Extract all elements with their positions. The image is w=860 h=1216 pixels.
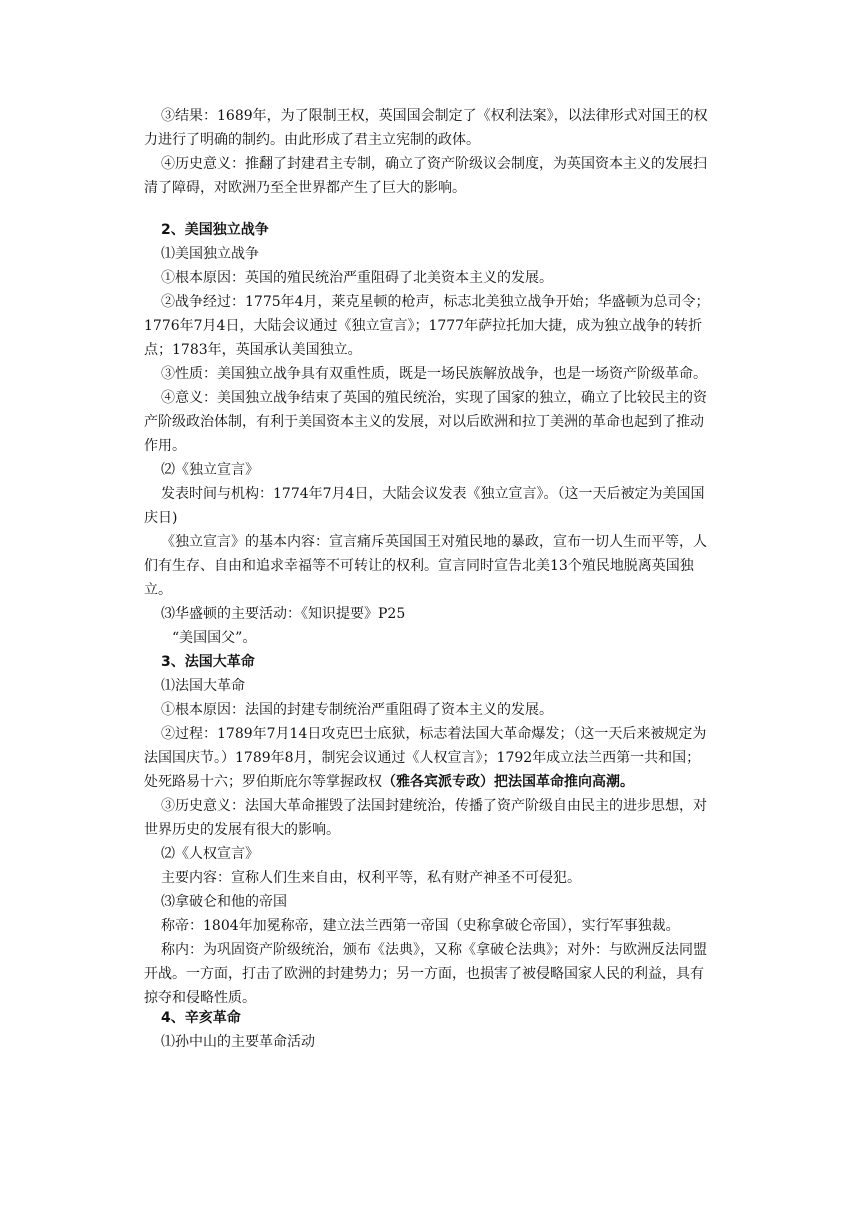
paragraph: 称内：为巩固资产阶级统治，颁布《法典》，又称《拿破仑法典》；对外：与欧洲反法同盟开战。一方面，打击了欧洲的封建势力；另一方面，也损害了被侵略国家人民的利益，具有掠夺和侵略性质。: [144, 942, 707, 1006]
paragraph: ③性质：美国独立战争具有双重性质，既是一场民族解放战争，也是一场资产阶级革命。: [161, 366, 707, 382]
subheading: ⑵《独立宣言》: [161, 462, 259, 478]
subheading: ⑴孙中山的主要革命活动: [161, 1034, 315, 1050]
section-heading: 2、美国独立战争: [161, 222, 269, 238]
subheading: ⑶拿破仑和他的帝国: [161, 894, 287, 910]
paragraph-result: ③结果：1689年，为了限制王权，英国国会制定了《权利法案》，以法律形式对国王的权力进行了明确的制约。由此形成了君主立宪制的政体。: [144, 108, 708, 148]
process-bold-text: （雅各宾派专政）把法国革命推向高潮。: [382, 774, 634, 790]
paragraph: 主要内容：宣称人们生来自由，权利平等，私有财产神圣不可侵犯。: [161, 870, 581, 886]
subheading: ⑵《人权宣言》: [161, 846, 259, 862]
paragraph: ②战争经过：1775年4月，莱克星顿的枪声，标志北美独立战争开始；华盛顿为总司令；1776年7月4日，大陆会议通过《独立宣言》；1777年萨拉托加大捷，成为独立战争的转折点；1783年，英国承认美国独立。: [144, 294, 710, 358]
subheading: ⑶华盛顿的主要活动：《知识提要》P25: [161, 606, 406, 622]
paragraph: ③历史意义：法国大革命摧毁了法国封建统治，传播了资产阶级自由民主的进步思想，对世界历史的发展有很大的影响。: [144, 798, 707, 838]
paragraph: 称帝：1804年加冕称帝，建立法兰西第一帝国（史称拿破仑帝国），实行军事独裁。: [161, 918, 680, 934]
paragraph: 《独立宣言》的基本内容：宣言痛斥英国国王对殖民地的暴政，宣布一切人生而平等，人们有生存、自由和追求幸福等不可转让的权利。宣言同时宣告北美13个殖民地脱离英国独立。: [144, 534, 707, 598]
paragraph: “美国国父”。: [172, 630, 257, 646]
process-text: ②过程：1789年7月14日攻克巴士底狱，标志着法国大革命爆发；（这一天后来被规定为法国国庆节。）1789年8月，制宪会议通过《人权宣言》；1792年成立法兰西第一共和国；处死路易十六；罗伯斯庇尔等掌握政权: [144, 726, 707, 790]
subheading: ⑴美国独立战争: [161, 246, 259, 262]
subheading: ⑴法国大革命: [161, 678, 245, 694]
paragraph: ①根本原因：英国的殖民统治严重阻碍了北美资本主义的发展。: [161, 270, 553, 286]
paragraph: 发表时间与机构：1774年7月4日，大陆会议发表《独立宣言》。（这一天后被定为美国国庆日): [144, 486, 705, 526]
section-heading: 3、法国大革命: [161, 654, 255, 670]
section-english-revolution-tail: [144, 104, 712, 200]
paragraph: ①根本原因：法国的封建专制统治严重阻碍了资本主义的发展。: [161, 702, 553, 718]
section-french-revolution: [144, 650, 712, 1010]
paragraph-process: [144, 722, 712, 794]
section-american-war: [144, 218, 712, 650]
paragraph: ④意义：美国独立战争结束了英国的殖民统治，实现了国家的独立，确立了比较民主的资产阶级政治体制，有利于美国资本主义的发展，对以后欧洲和拉丁美洲的革命也起到了推动作用。: [144, 390, 707, 454]
paragraph-significance: ④历史意义：推翻了封建君主专制，确立了资产阶级议会制度，为英国资本主义的发展扫清了障碍，对欧洲乃至全世界都产生了巨大的影响。: [144, 156, 707, 196]
section-heading: 4、辛亥革命: [161, 1010, 241, 1026]
section-xinhai-revolution: [144, 1006, 712, 1054]
